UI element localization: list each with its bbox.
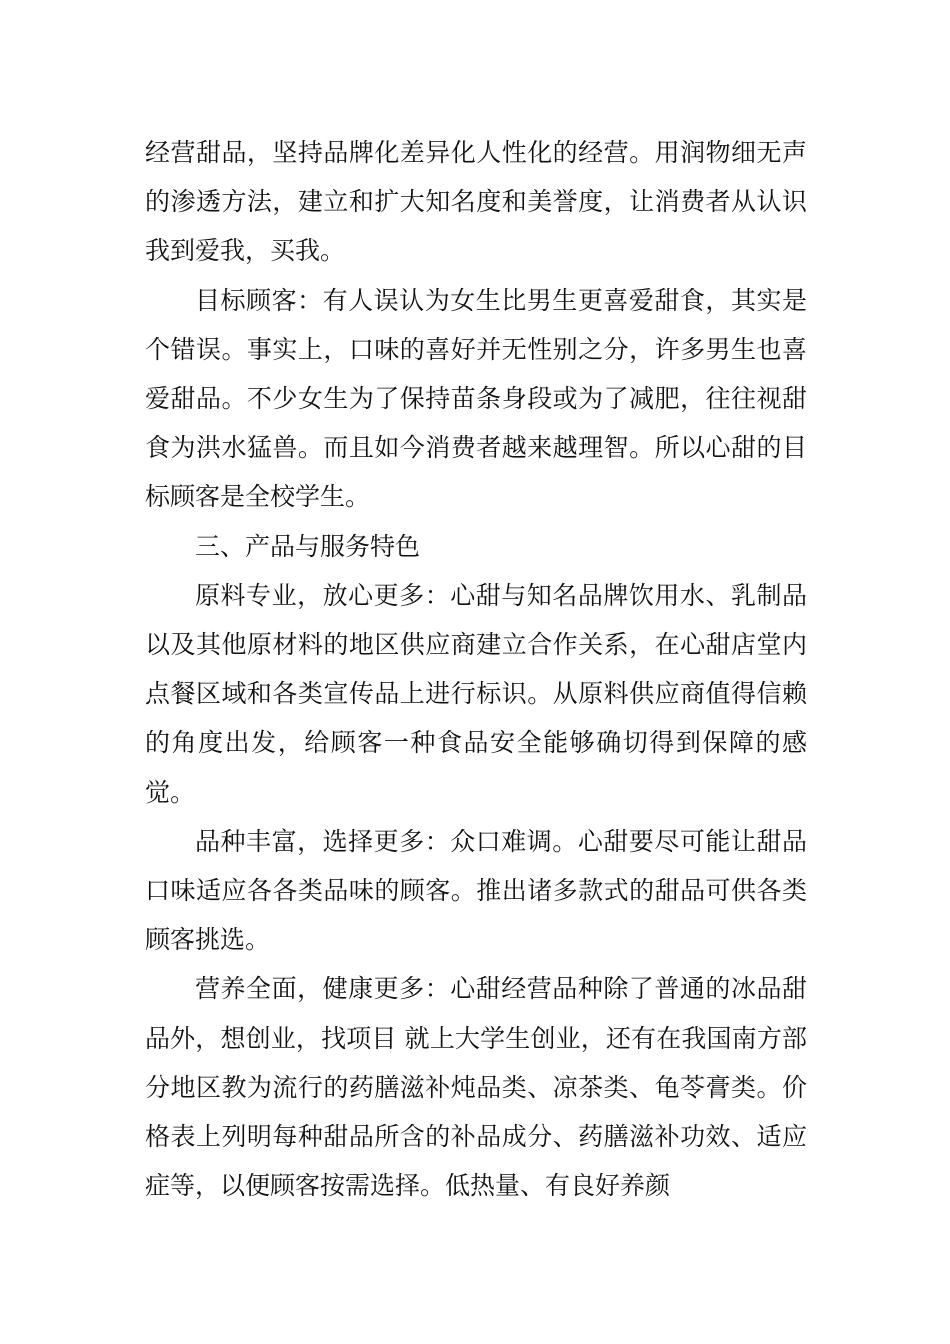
paragraph-nutrition: 营养全面，健康更多：心甜经营品种除了普通的冰品甜品外，想创业，找项目 就上大学生创业，还有在我国南方部分地区教为流行的药膳滋补炖品类、凉茶类、龟苓膏类。价格表上列明每种甜品所含的补品成分、药膳滋补功效、适应症等，以便顾客按需选择。低热量、有良好养颜 xyxy=(145,974,807,1201)
document-body xyxy=(145,128,807,1210)
paragraph-variety: 品种丰富，选择更多：众口难调。心甜要尽可能让甜品口味适应各各类品味的顾客。推出诸多款式的甜品可供各类顾客挑选。 xyxy=(145,826,807,955)
section-heading-product-service: 三、产品与服务特色 xyxy=(195,531,421,561)
paragraph-brand-strategy: 经营甜品，坚持品牌化差异化人性化的经营。用润物细无声的渗透方法，建立和扩大知名度和美誉度，让消费者从认识我到爱我，买我。 xyxy=(145,138,807,266)
paragraph-target-customers: 目标顾客：有人误认为女生比男生更喜爱甜食，其实是个错误。事实上，口味的喜好并无性别之分，许多男生也喜爱甜品。不少女生为了保持苗条身段或为了减肥，往往视甜食为洪水猛兽。而且如今消费者越来越理智。所以心甜的目标顾客是全校学生。 xyxy=(145,285,807,512)
paragraph-raw-materials: 原料专业，放心更多：心甜与知名品牌饮用水、乳制品以及其他原材料的地区供应商建立合作关系，在心甜店堂内点餐区域和各类宣传品上进行标识。从原料供应商值得信赖的角度出发，给顾客一种食品安全能够确切得到保障的感觉。 xyxy=(145,580,807,807)
